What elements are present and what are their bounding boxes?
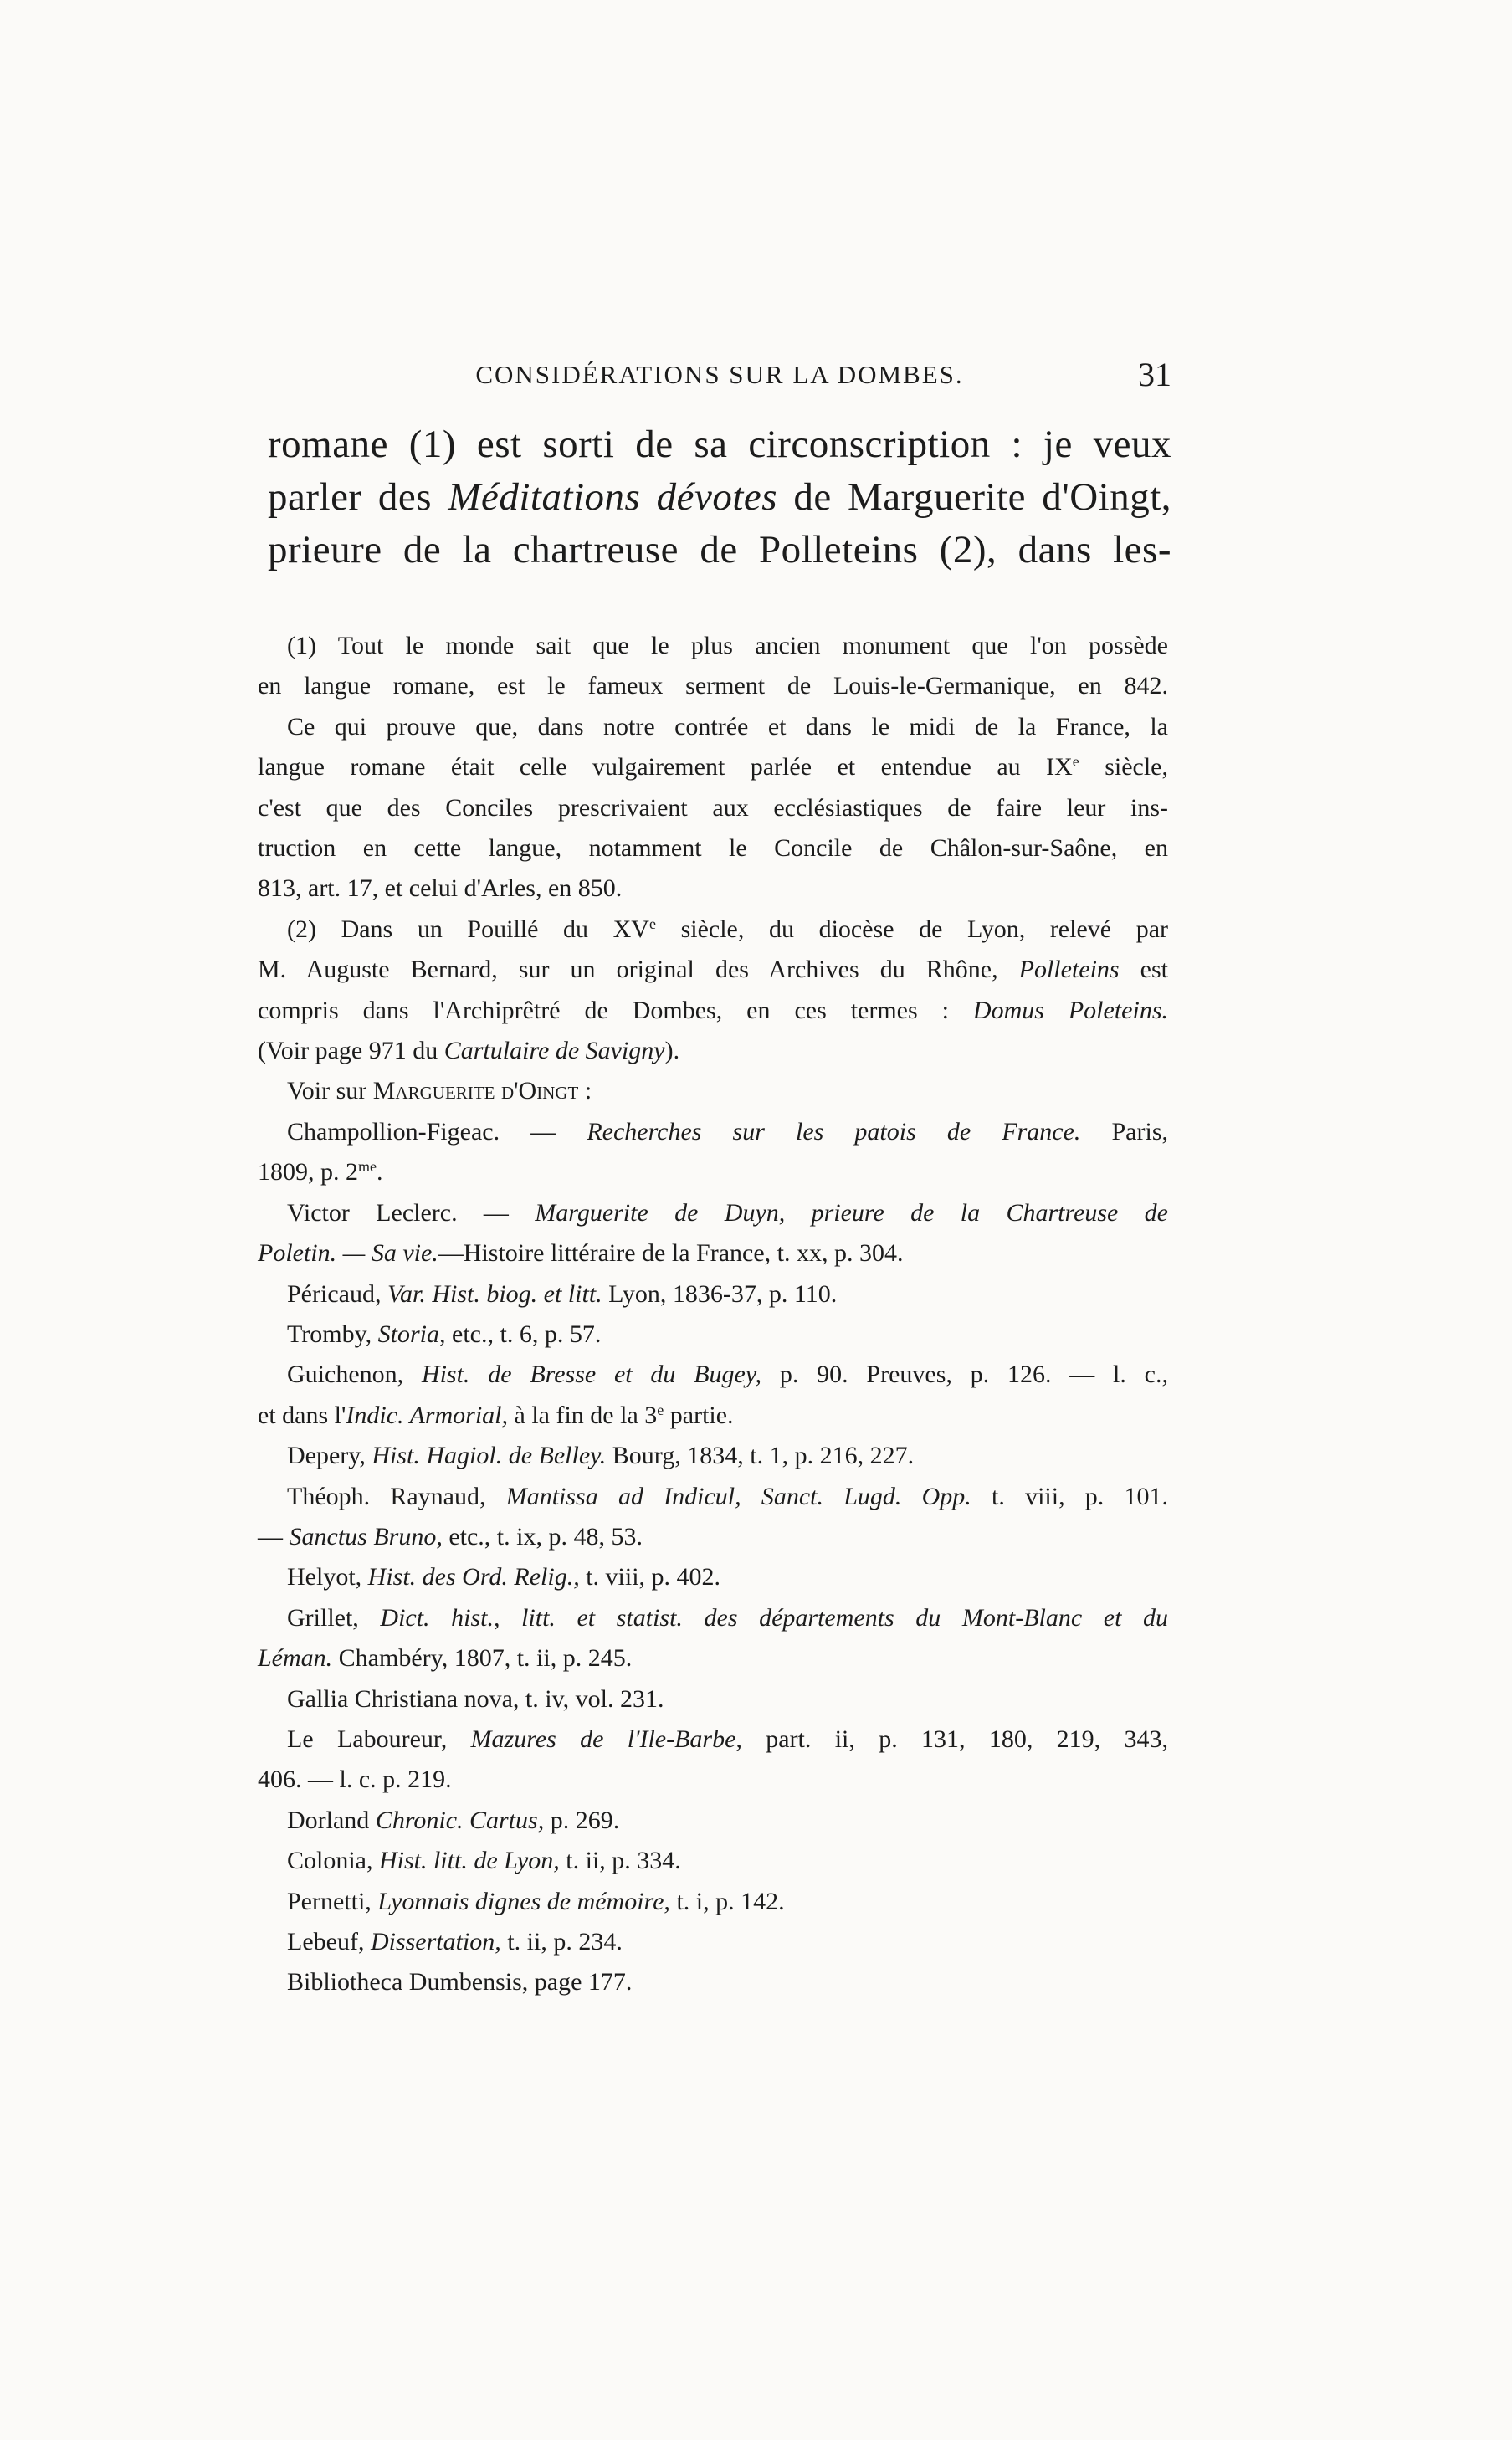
main-text-line: parler des Méditations dévotes de Marguerite d'Oingt, [268,475,1172,519]
footnote-1: (1) Tout le monde sait que le plus ancien monument que l'on possède en langue romane, est le fameux serment de Louis-le-Germanique, en 842. Ce qui prouve que, dans notre contrée et dans le midi de la France, la langue romane était celle vulgairement parlée et entendue au IXe siècle, c'est que des Conciles prescrivaient aux ecclésiastiques de faire leur ins- truction en cette langue, notamment le Concile de Châlon-sur-Saône, en 813, art. 17, et celui d'Arles, en 850. [258,632,1168,903]
voir-sur: Voir sur Marguerite d'Oingt : [287,1077,592,1105]
main-text [268,418,1171,577]
ref-pericaud: Péricaud, Var. Hist. biog. et litt. Lyon, 1836-37, p. 110. [287,1279,838,1308]
ref-colonia: Colonia, Hist. litt. de Lyon, t. ii, p. 334. [287,1847,681,1875]
ref-champollion: Champollion-Figeac. — Recherches sur les patois de France. Paris, [287,1117,1169,1146]
ref-dorland: Dorland Chronic. Cartus, p. 269. [287,1806,620,1834]
ref-tromby: Tromby, Storia, etc., t. 6, p. 57. [287,1320,602,1348]
page-number: 31 [1138,356,1171,393]
running-title: CONSIDÉRATIONS SUR LA DOMBES. [475,360,964,389]
ref-guichenon: Guichenon, Hist. de Bresse et du Bugey, p. 90. Preuves, p. 126. — l. c., [287,1361,1168,1389]
work-title: Méditations dévotes [448,475,778,519]
main-text-line: prieure de la chartreuse de Polleteins (2), dans les- [268,528,1171,572]
ref-leclerc: Victor Leclerc. — Marguerite de Duyn, prieure de la Chartreuse de [287,1198,1168,1227]
ref-raynaud: Théoph. Raynaud, Mantissa ad Indicul, Sanct. Lugd. Opp. t. viii, p. 101. [287,1482,1169,1510]
ref-grillet: Grillet, Dict. hist., litt. et statist. des départements du Mont-Blanc et du [287,1603,1168,1632]
footnote-2: (2) Dans un Pouillé du XVe siècle, du diocèse de Lyon, relevé par M. Auguste Bernard, sur un original des Archives du Rhône, Polleteins est compris dans l'Archiprêtré de Dombes, en ces termes : Domus Poleteins. (Voir page 971 du Cartulaire de Savigny). [258,915,1169,1065]
ref-laboureur: Le Laboureur, Mazures de l'Ile-Barbe, part. ii, p. 131, 180, 219, 343, [287,1725,1168,1753]
running-header [268,356,1171,402]
bibliography: Champollion-Figeac. — Recherches sur les patois de France. Paris, 1809, p. $2^{me}$. Victor Leclerc. — Marguerite de Duyn, prieure de la Chartreuse de Poletin. — Sa vie.—Histoire littéraire de la France, t. xx, p. 304. Péricaud, Var. Hist. biog. et litt. Lyon, 1836-37, p. 110. Tromby, Storia, etc., t. 6, p. 57. Guichenon, Hist. de Bresse et du Bugey, p. 90. Preuves, p. 126. — l. c., et dans l'Indic. Armorial, à la fin de la 3e partie. Depery, Hist. Hagiol. de Belley. Bourg, 1834, t. 1, p. 216, 227. Théoph. Raynaud, Mantissa ad Indicul, Sanct. Lugd. Opp. t. viii, p. 101. — Sanctus Bruno, etc., t. ix, p. 48, 53. Helyot, Hist. des Ord. Relig., t. viii, p. 402. Grillet, Dict. hist., litt. et statist. des départements du Mont-Blanc et du Léman. Chambéry, 1807, t. ii, p. 245. Gallia Christiana nova, t. iv, vol. 231. Le Laboureur, Mazures de l'Ile-Barbe, part. ii, p. 131, 180, 219, 343, 406. — l. c. p. 219. Dorland Chronic. Cartus, p. 269. Colonia, Hist. litt. de Lyon, t. ii, p. 334. Pernetti, Lyonnais dignes de mémoire, t. i, p. 142. Lebeuf, Dissertation, t. ii, p. 234. Bibliotheca Dumbensis, page 177. [258,1112,1168,2003]
ref-pernetti: Pernetti, Lyonnais dignes de mémoire, t. i, p. 142. [287,1887,785,1915]
ref-bibliotheca: Bibliotheca Dumbensis, page 177. [287,1968,633,1997]
footnotes [258,626,1168,2003]
ref-depery: Depery, Hist. Hagiol. de Belley. Bourg, 1834, t. 1, p. 216, 227. [287,1442,915,1470]
ref-lebeuf: Lebeuf, Dissertation, t. ii, p. 234. [287,1928,623,1956]
ref-helyot: Helyot, Hist. des Ord. Relig., t. viii, p. 402. [287,1563,721,1592]
main-text-line: romane (1) est sorti de sa circonscription : je veux [268,423,1171,466]
ref-gallia: Gallia Christiana nova, t. iv, vol. 231. [287,1684,664,1713]
